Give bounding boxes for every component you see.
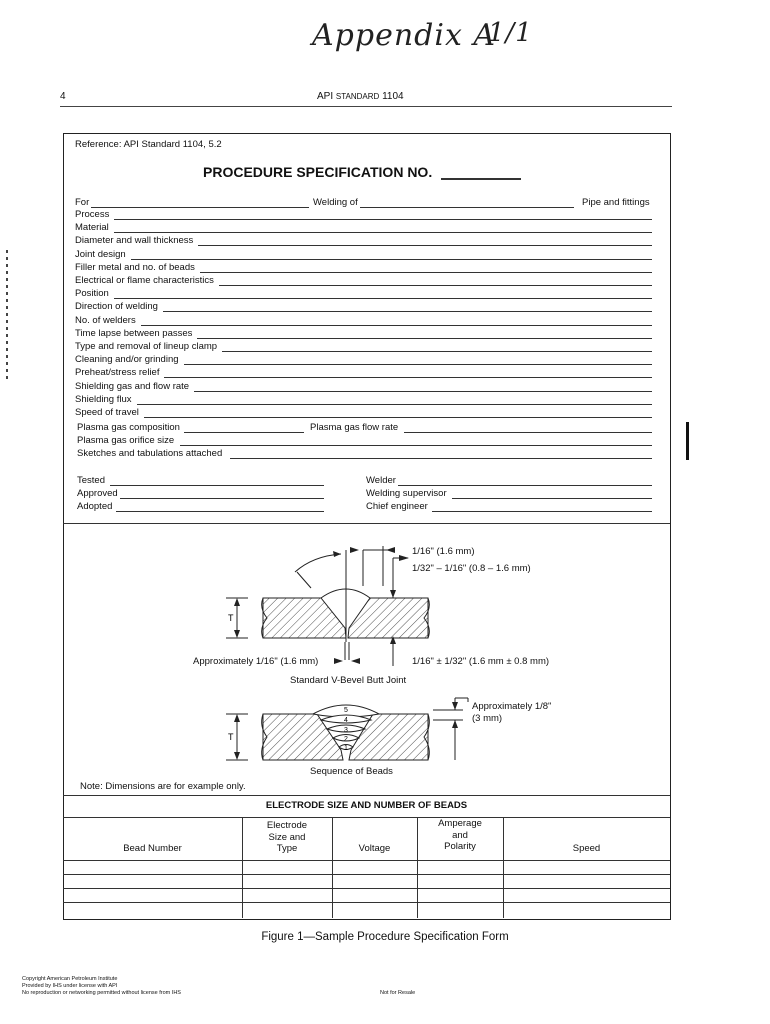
field-label: Shielding gas and flow rate [75, 381, 190, 392]
field-input-line[interactable] [141, 325, 652, 326]
spec-number-field[interactable] [441, 178, 521, 180]
running-header [317, 91, 404, 102]
plasma-composition-label: Plasma gas composition [77, 422, 180, 433]
field-input-line[interactable] [163, 311, 652, 312]
header-prefix: API [317, 91, 334, 102]
t-label-beads: T [228, 732, 234, 742]
chief-engineer-label: Chief engineer [366, 501, 428, 512]
field-input-line[interactable] [164, 377, 652, 378]
for-label: For [75, 197, 90, 208]
joint-caption: Standard V-Bevel Butt Joint [290, 675, 407, 686]
col-amperage-line: and [452, 829, 468, 841]
field-label: Material [75, 222, 109, 233]
for-field[interactable] [91, 207, 309, 208]
field-input-line[interactable] [184, 364, 652, 365]
col-electrode [242, 820, 332, 855]
plasma-orifice-label: Plasma gas orifice size [77, 435, 175, 446]
col-electrode-line: Electrode [266, 820, 308, 831]
field-input-line[interactable] [114, 232, 652, 233]
field-input-line[interactable] [219, 285, 652, 286]
welding-of-field[interactable] [360, 207, 574, 208]
not-for-resale: Not for Resale [380, 990, 416, 996]
tested-field[interactable] [110, 485, 324, 486]
header-rule [60, 106, 672, 107]
field-label: Shielding flux [75, 394, 132, 405]
header-smallcaps: STANDARD [335, 92, 380, 101]
col-voltage: Voltage [358, 843, 391, 854]
beads-caption: Sequence of Beads [310, 766, 393, 777]
dim-label-approx-root: Approximately 1/16" (1.6 mm) [193, 656, 319, 667]
pipe-fittings-label: Pipe and fittings [582, 197, 650, 208]
handwritten-appendix-title: Appendix A [312, 18, 497, 53]
bead-number: 5 [344, 707, 348, 714]
table-rule [63, 860, 670, 861]
table-rule [63, 874, 670, 875]
col-amperage-line: Polarity [444, 841, 476, 852]
bead-number: 3 [344, 727, 348, 734]
field-label: Direction of welding [75, 301, 158, 312]
plasma-flow-field[interactable] [404, 432, 652, 433]
welding-of-label: Welding of [313, 197, 358, 208]
field-label: Type and removal of lineup clamp [75, 341, 218, 352]
copyright-line: Provided by IHS under license with API [22, 983, 118, 989]
form-divider-table [63, 795, 670, 796]
field-label: Joint design [75, 249, 126, 260]
approved-label: Approved [77, 488, 118, 499]
table-title: ELECTRODE SIZE AND NUMBER OF BEADS [265, 800, 468, 811]
right-plate [348, 598, 428, 638]
welding-supervisor-field[interactable] [452, 498, 652, 499]
welder-label: Welder [366, 475, 396, 486]
copyright-line: No reproduction or networking permitted without license from IHS [22, 990, 181, 996]
plasma-orifice-field[interactable] [180, 445, 652, 446]
table-col-rule [332, 817, 333, 918]
col-bead-number: Bead Number [123, 843, 182, 854]
field-input-line[interactable] [222, 351, 652, 352]
weld-joint-diagram [63, 524, 670, 794]
handwritten-page-count: 1/1 [488, 18, 533, 48]
form-title: PROCEDURE SPECIFICATION NO. [203, 164, 433, 180]
scan-mark-left [6, 250, 8, 380]
field-label: Process [75, 209, 110, 220]
copyright-block [22, 976, 181, 997]
table-col-rule [503, 817, 504, 918]
field-label: Filler metal and no. of beads [75, 262, 195, 273]
approved-field[interactable] [120, 498, 324, 499]
table-header-rule [63, 817, 670, 818]
field-input-line[interactable] [114, 219, 652, 220]
field-input-line[interactable] [198, 245, 652, 246]
bead-number: 1 [344, 745, 348, 752]
bead-number: 2 [344, 736, 348, 743]
page-number: 4 [60, 91, 66, 102]
col-amperage [417, 818, 503, 853]
reference-text: Reference: API Standard 1104, 5.2 [75, 139, 222, 150]
table-rule [63, 888, 670, 889]
field-label: Time lapse between passes [75, 328, 193, 339]
field-input-line[interactable] [194, 391, 652, 392]
sketches-field[interactable] [230, 458, 652, 459]
field-label: Position [75, 288, 109, 299]
dim-label-1-16: 1/16" (1.6 mm) [412, 546, 475, 557]
col-electrode-line: Type [276, 843, 298, 854]
sketches-label: Sketches and tabulations attached [77, 448, 223, 459]
figure-caption: Figure 1—Sample Procedure Specification Form [261, 931, 509, 943]
bead-sequence-sketch [226, 698, 468, 760]
chief-engineer-field[interactable] [432, 511, 652, 512]
copyright-line: Copyright American Petroleum Institute [22, 976, 118, 982]
field-input-line[interactable] [144, 417, 652, 418]
dim-label-1-32: 1/32" – 1/16" (0.8 – 1.6 mm) [412, 563, 531, 574]
dim-label-approx-1-8: Approximately 1/8" [472, 701, 552, 712]
header-number: 1104 [382, 91, 404, 102]
field-input-line[interactable] [131, 259, 652, 260]
bead-numbers [344, 707, 348, 752]
field-label: Speed of travel [75, 407, 139, 418]
col-amperage-line: Amperage [438, 818, 482, 829]
field-input-line[interactable] [137, 404, 652, 405]
t-label-joint: T [228, 613, 234, 623]
dim-label-gap: 1/16" ± 1/32" (1.6 mm ± 0.8 mm) [412, 656, 550, 667]
field-label: Electrical or flame characteristics [75, 275, 214, 286]
field-input-line[interactable] [200, 272, 652, 273]
field-label: Diameter and wall thickness [75, 235, 194, 246]
dim-label-3mm: (3 mm) [472, 713, 503, 724]
welder-field[interactable] [398, 485, 652, 486]
field-label: No. of welders [75, 315, 136, 326]
adopted-label: Adopted [77, 501, 113, 512]
tested-label: Tested [77, 475, 105, 486]
scan-mark-right [686, 422, 689, 460]
plasma-flow-label: Plasma gas flow rate [310, 422, 399, 433]
field-input-line[interactable] [197, 338, 652, 339]
field-label: Preheat/stress relief [75, 367, 160, 378]
field-input-line[interactable] [114, 298, 652, 299]
left-plate [263, 598, 346, 638]
table-rule [63, 902, 670, 903]
plasma-composition-field[interactable] [184, 432, 304, 433]
bead-number: 4 [344, 717, 348, 724]
col-electrode-line: Size and [268, 831, 306, 843]
field-label: Cleaning and/or grinding [75, 354, 179, 365]
welding-supervisor-label: Welding supervisor [366, 488, 447, 499]
adopted-field[interactable] [116, 511, 324, 512]
dimensions-note: Note: Dimensions are for example only. [80, 781, 246, 792]
col-speed: Speed [572, 843, 601, 854]
